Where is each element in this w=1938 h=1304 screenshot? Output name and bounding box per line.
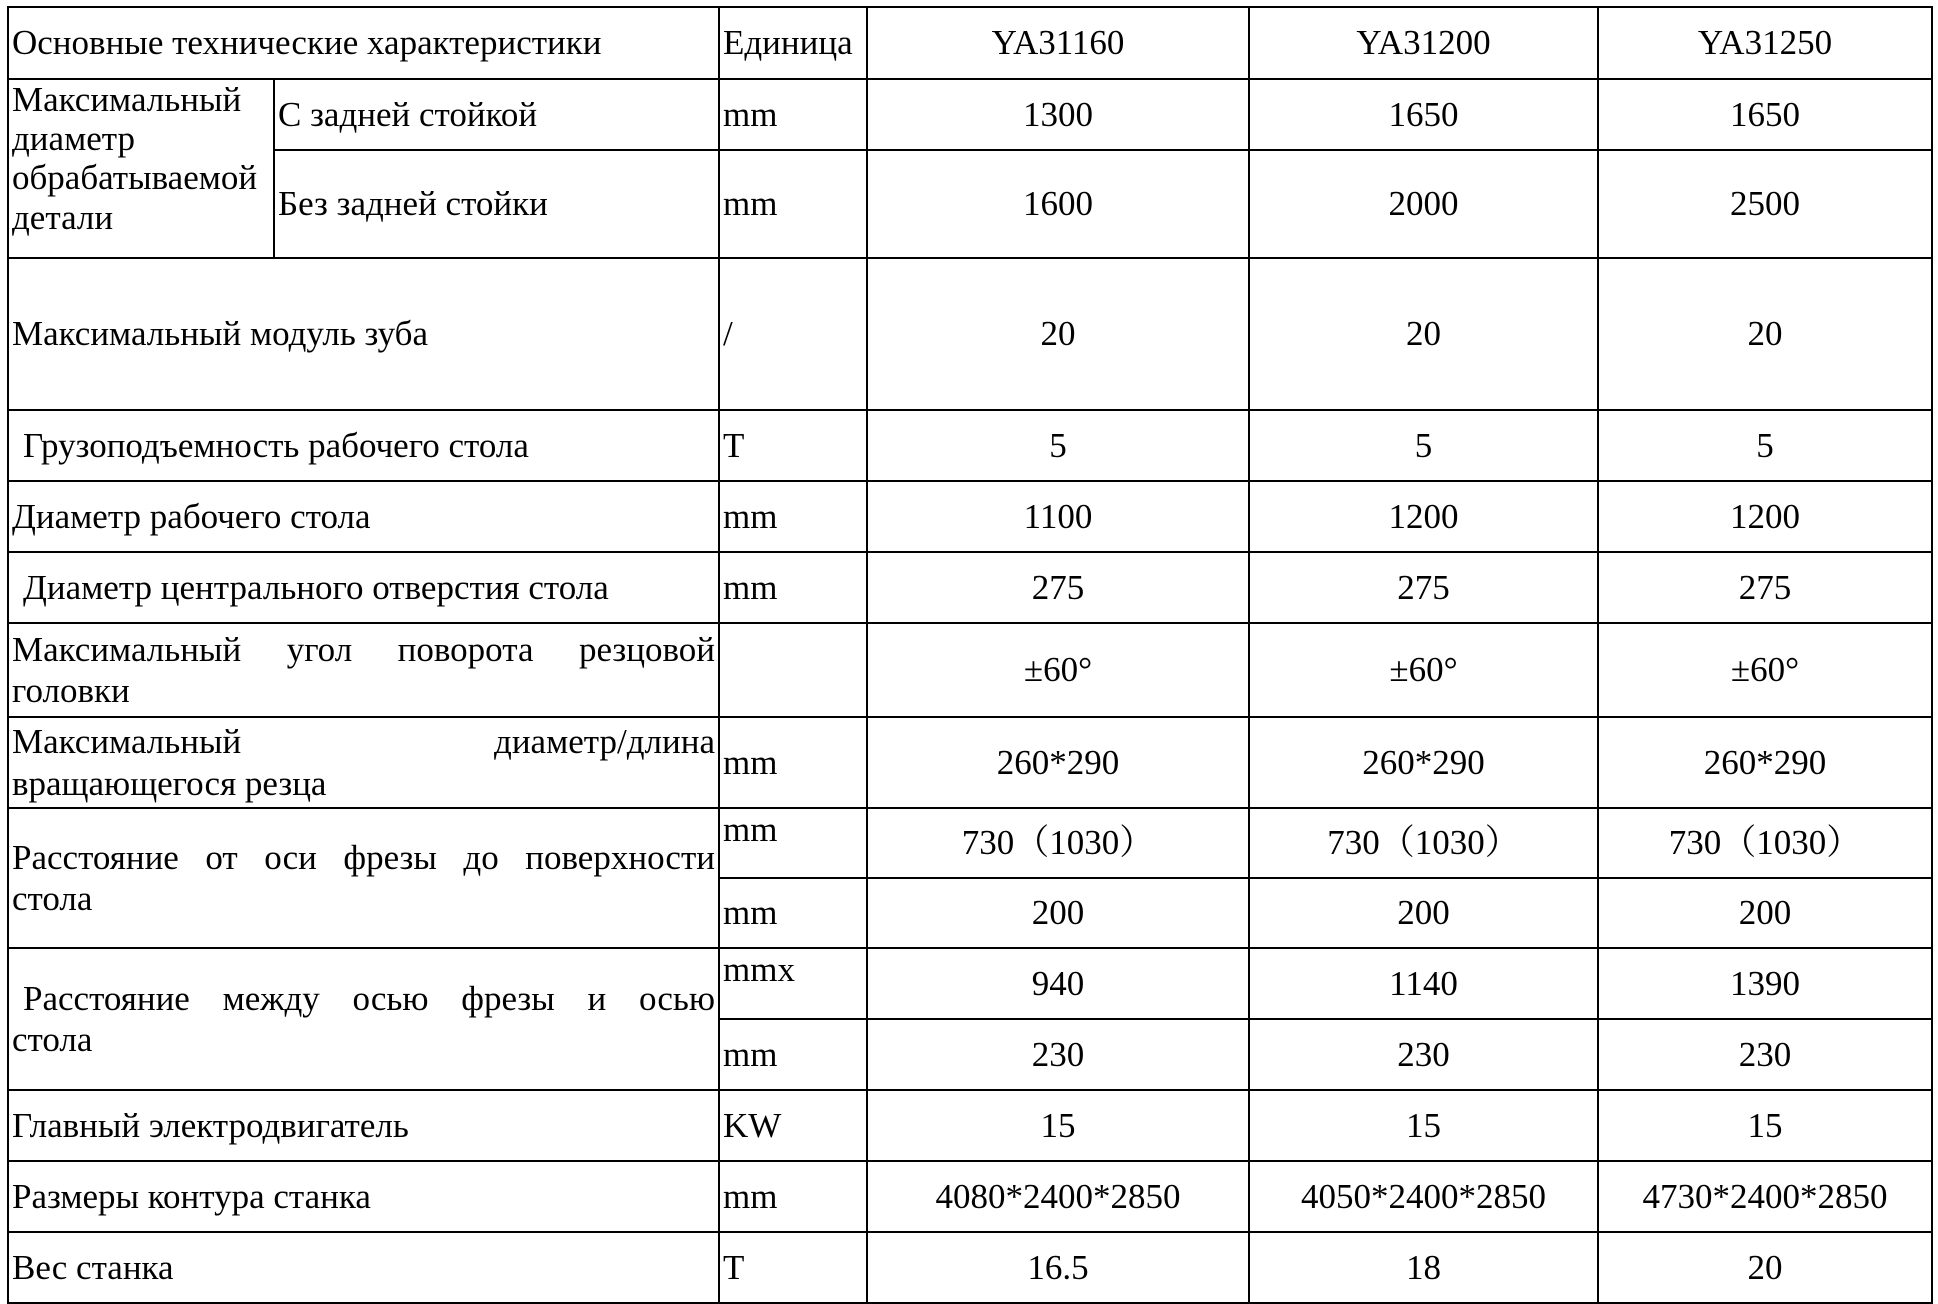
table-row bbox=[8, 552, 1932, 623]
row-value: 20 bbox=[1598, 1232, 1932, 1303]
table-row bbox=[8, 623, 1932, 717]
table-row bbox=[8, 717, 1932, 808]
header-model: YA31160 bbox=[867, 7, 1249, 79]
table-row bbox=[8, 410, 1932, 481]
row-label-line: Расстояние между осью фрезы и осью bbox=[23, 978, 715, 1018]
table-row bbox=[8, 1232, 1932, 1303]
row-unit: mm bbox=[719, 878, 867, 948]
row-value: 730（1030） bbox=[867, 808, 1249, 878]
row-unit: mmx bbox=[719, 948, 867, 1019]
row-value: 1390 bbox=[1598, 948, 1932, 1019]
row-value: 15 bbox=[1598, 1090, 1932, 1161]
table-row bbox=[8, 79, 1932, 150]
row-value: 20 bbox=[1598, 258, 1932, 410]
spec-table bbox=[7, 6, 1933, 1304]
row-value: 230 bbox=[867, 1019, 1249, 1090]
row-sublabel: Без задней стойки bbox=[274, 150, 719, 258]
table-row bbox=[8, 1161, 1932, 1232]
row-value: 18 bbox=[1249, 1232, 1598, 1303]
header-model: YA31250 bbox=[1598, 7, 1932, 79]
row-label: Диаметр центрального отверстия стола bbox=[8, 552, 719, 623]
row-unit bbox=[719, 623, 867, 717]
row-value: 260*290 bbox=[867, 717, 1249, 808]
row-value: 730（1030） bbox=[1249, 808, 1598, 878]
row-unit: / bbox=[719, 258, 867, 410]
row-value: 260*290 bbox=[1598, 717, 1932, 808]
row-value: 5 bbox=[1598, 410, 1932, 481]
row-value: 730（1030） bbox=[1598, 808, 1932, 878]
row-value: 4730*2400*2850 bbox=[1598, 1161, 1932, 1232]
row-unit: mm bbox=[719, 481, 867, 552]
row-label-line: стола bbox=[12, 879, 93, 918]
row-value: 200 bbox=[1598, 878, 1932, 948]
row-value: 16.5 bbox=[867, 1232, 1249, 1303]
row-label: Максимальный модуль зуба bbox=[8, 258, 719, 410]
row-label-line: Расстояние от оси фрезы до поверхности bbox=[12, 837, 715, 877]
row-unit: T bbox=[719, 1232, 867, 1303]
row-label-line: Максимальный угол поворота резцовой bbox=[12, 629, 715, 669]
row-value: 1300 bbox=[867, 79, 1249, 150]
row-value: 20 bbox=[867, 258, 1249, 410]
row-value: 1100 bbox=[867, 481, 1249, 552]
row-value: 940 bbox=[867, 948, 1249, 1019]
row-label: Размеры контура станка bbox=[8, 1161, 719, 1232]
row-value: 260*290 bbox=[1249, 717, 1598, 808]
row-group-label: Максимальный диаметр обрабатываемой детали bbox=[8, 79, 274, 258]
row-value: ±60° bbox=[1598, 623, 1932, 717]
row-value: 15 bbox=[867, 1090, 1249, 1161]
row-value: 1650 bbox=[1249, 79, 1598, 150]
row-value: 1200 bbox=[1249, 481, 1598, 552]
row-value: 200 bbox=[1249, 878, 1598, 948]
row-label: Главный электродвигатель bbox=[8, 1090, 719, 1161]
row-value: 5 bbox=[1249, 410, 1598, 481]
table-row bbox=[8, 808, 1932, 878]
row-value: 2000 bbox=[1249, 150, 1598, 258]
header-unit: Единица bbox=[719, 7, 867, 79]
table-row bbox=[8, 258, 1932, 410]
row-unit: mm bbox=[719, 79, 867, 150]
table-row bbox=[8, 150, 1932, 258]
row-value: 5 bbox=[867, 410, 1249, 481]
header-characteristic: Основные технические характеристики bbox=[8, 7, 719, 79]
row-value: 200 bbox=[867, 878, 1249, 948]
table-row bbox=[8, 1090, 1932, 1161]
row-label: Грузоподъемность рабочего стола bbox=[8, 410, 719, 481]
row-value: 2500 bbox=[1598, 150, 1932, 258]
row-value: 230 bbox=[1598, 1019, 1932, 1090]
row-value: 4080*2400*2850 bbox=[867, 1161, 1249, 1232]
row-value: ±60° bbox=[1249, 623, 1598, 717]
row-value: 15 bbox=[1249, 1090, 1598, 1161]
row-unit: mm bbox=[719, 1019, 867, 1090]
row-label-line: вращающегося резца bbox=[12, 763, 327, 803]
row-value: 1600 bbox=[867, 150, 1249, 258]
row-value: 20 bbox=[1249, 258, 1598, 410]
table-row bbox=[8, 481, 1932, 552]
row-label bbox=[8, 623, 719, 717]
row-label: Вес станка bbox=[8, 1232, 719, 1303]
table-row bbox=[8, 948, 1932, 1019]
row-unit: mm bbox=[719, 717, 867, 808]
row-unit: mm bbox=[719, 552, 867, 623]
row-value: 1200 bbox=[1598, 481, 1932, 552]
row-value: 275 bbox=[1598, 552, 1932, 623]
row-unit: mm bbox=[719, 150, 867, 258]
row-value: ±60° bbox=[867, 623, 1249, 717]
row-sublabel: С задней стойкой bbox=[274, 79, 719, 150]
row-value: 275 bbox=[867, 552, 1249, 623]
spec-table-container bbox=[7, 6, 1933, 1304]
row-value: 275 bbox=[1249, 552, 1598, 623]
row-label-line: стола bbox=[12, 1020, 93, 1059]
row-value: 4050*2400*2850 bbox=[1249, 1161, 1598, 1232]
row-value: 230 bbox=[1249, 1019, 1598, 1090]
row-unit: T bbox=[719, 410, 867, 481]
row-unit: KW bbox=[719, 1090, 867, 1161]
row-label bbox=[8, 717, 719, 808]
row-label-line: Максимальный диаметр/длина bbox=[12, 722, 715, 762]
header-model: YA31200 bbox=[1249, 7, 1598, 79]
row-value: 1650 bbox=[1598, 79, 1932, 150]
header-row bbox=[8, 7, 1932, 79]
row-value: 1140 bbox=[1249, 948, 1598, 1019]
row-unit: mm bbox=[719, 1161, 867, 1232]
row-label bbox=[8, 948, 719, 1090]
row-unit: mm bbox=[719, 808, 867, 878]
row-label: Диаметр рабочего стола bbox=[8, 481, 719, 552]
row-label bbox=[8, 808, 719, 948]
row-label-line: головки bbox=[12, 671, 130, 710]
